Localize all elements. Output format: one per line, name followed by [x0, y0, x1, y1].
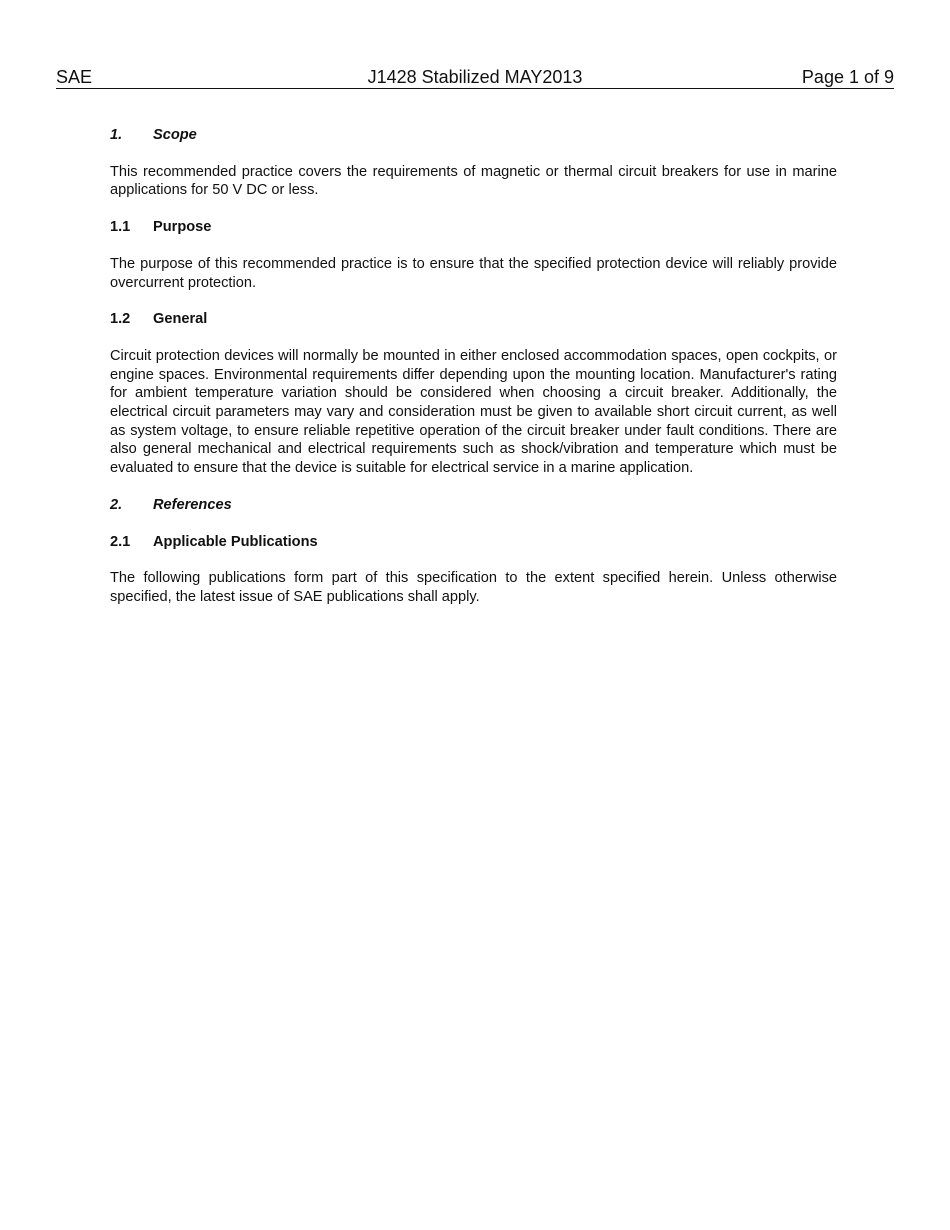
section-heading-general: [110, 310, 837, 329]
page-header: [56, 66, 894, 89]
section-title: Applicable Publications: [153, 533, 318, 550]
section-title: General: [153, 311, 208, 328]
section-number: 1.2: [110, 311, 131, 328]
applicable-publications-paragraph: The following publications form part of this specification to the extent specified herein. Unless otherwise specified, the latest issue of SAE publications shall apply.: [110, 570, 837, 605]
header-page-number: Page 1 of 9: [801, 67, 894, 87]
section-number: 2.: [110, 496, 123, 513]
section-heading-references: [110, 496, 837, 515]
section-title: References: [153, 496, 232, 513]
scope-paragraph: This recommended practice covers the requirements of magnetic or thermal circuit breakers for use in marine applications for 50 V DC or less.: [110, 163, 837, 199]
section-heading-applicable-publications: [110, 533, 837, 552]
general-paragraph: Circuit protection devices will normally be mounted in either enclosed accommodation spaces, open cockpits, or engine spaces. Environmental requirements differ depending upon the mounting location. Manufacturer's rating for ambient temperature variation should be considered when choosing a circuit breaker. Additionally, the electrical circuit parameters may vary and consideration must be given to available short circuit current, as well as system voltage, to ensure reliable repetitive operation of the circuit breaker under fault conditions. There are also general mechanical and electrical requirements such as shock/vibration and temperature which must be evaluated to ensure that the device is suitable for electrical service in a marine application.: [110, 347, 837, 477]
section-number: 2.1: [110, 533, 131, 550]
section-title: Scope: [153, 127, 197, 143]
purpose-paragraph: The purpose of this recommended practice is to ensure that the specified protection device will reliably provide overcurrent protection.: [110, 255, 837, 291]
header-org: SAE: [56, 67, 93, 87]
section-number: 1.1: [110, 219, 131, 236]
section-heading-purpose: [110, 218, 837, 237]
section-number: 1.: [110, 127, 123, 143]
document-body: [110, 126, 837, 625]
header-document-id: J1428 Stabilized MAY2013: [367, 67, 583, 87]
section-title: Purpose: [153, 219, 212, 236]
section-heading-scope: [110, 126, 837, 145]
